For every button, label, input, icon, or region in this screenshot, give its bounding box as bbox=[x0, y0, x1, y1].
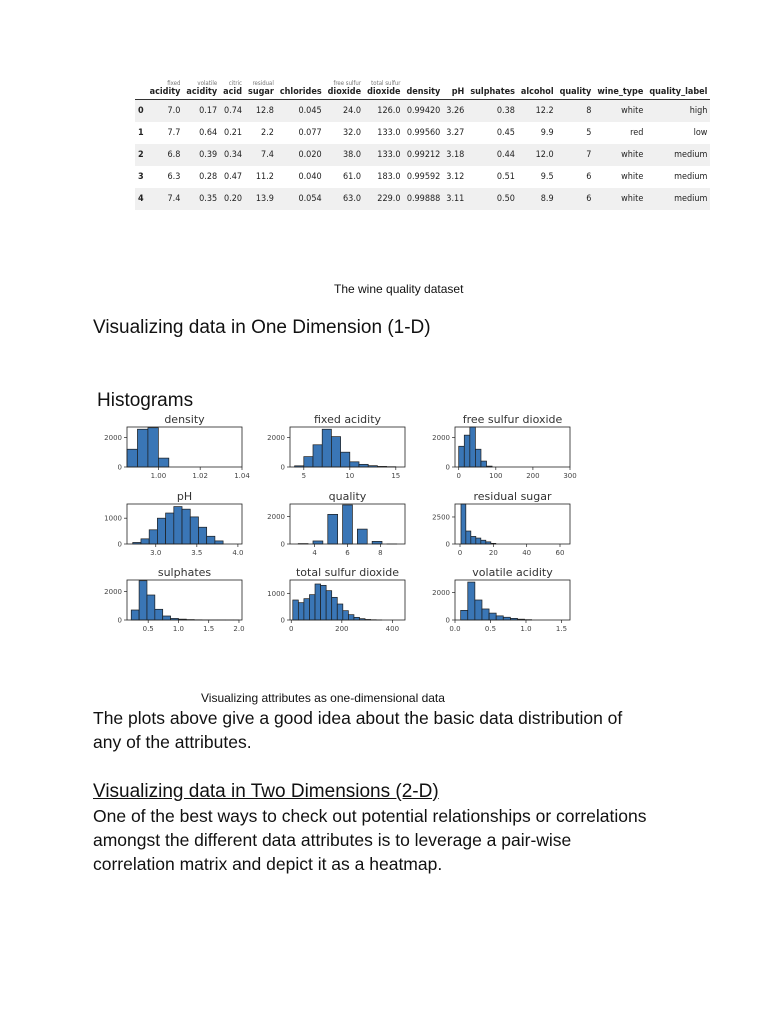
histogram-bar bbox=[304, 457, 313, 467]
histogram-bar bbox=[293, 600, 299, 620]
histogram-bar bbox=[166, 513, 174, 544]
table-header-subtitle: citric bbox=[228, 80, 243, 87]
histogram-x-tick-label: 0.5 bbox=[484, 625, 497, 633]
histogram-title: quality bbox=[328, 490, 367, 503]
table-cell: 183.0 bbox=[377, 172, 401, 182]
table-header-row bbox=[135, 78, 710, 100]
table-cell: 0.20 bbox=[223, 194, 243, 204]
table-cell: 3.12 bbox=[446, 172, 465, 182]
table-header-label: density bbox=[406, 87, 441, 97]
table-cell: 9.5 bbox=[540, 172, 554, 182]
histogram-x-tick-label: 1.5 bbox=[203, 625, 215, 633]
histogram-x-tick-label: 2.0 bbox=[233, 625, 245, 633]
histogram-x-tick-label: 60 bbox=[555, 549, 565, 557]
histogram-y-tick-label: 2000 bbox=[104, 433, 122, 442]
histogram-x-tick-label: 0.5 bbox=[142, 625, 154, 633]
histogram-pH bbox=[104, 490, 243, 557]
table-cell: 0.045 bbox=[298, 106, 322, 116]
table-header-index bbox=[135, 78, 147, 100]
table-header-subtitle: total sulfur bbox=[371, 80, 401, 87]
histogram-bar bbox=[127, 449, 137, 467]
histogram-density bbox=[104, 413, 250, 480]
table-cell: medium bbox=[674, 150, 708, 160]
histogram-bar bbox=[137, 429, 147, 467]
histogram-bar bbox=[461, 504, 466, 544]
histograms-heading: Histograms bbox=[97, 390, 194, 411]
table-header-label: alcohol bbox=[520, 87, 554, 97]
histogram-bar bbox=[461, 610, 468, 620]
histogram-bar bbox=[489, 613, 496, 620]
histogram-bar bbox=[131, 610, 139, 620]
histogram-x-tick-label: 3.0 bbox=[150, 549, 162, 557]
table-cell: 0.054 bbox=[298, 194, 322, 204]
histogram-title: sulphates bbox=[157, 566, 212, 579]
table-row bbox=[135, 100, 710, 123]
table-header-cell bbox=[403, 78, 443, 100]
table-header-subtitle: fixed bbox=[167, 80, 181, 87]
table-cell: 11.2 bbox=[255, 172, 274, 182]
table-cell: 9.9 bbox=[540, 128, 554, 138]
table-cell: 8 bbox=[586, 106, 592, 116]
table-row bbox=[135, 188, 710, 210]
table-header-label: dioxide bbox=[367, 87, 401, 97]
table-caption: The wine quality dataset bbox=[334, 282, 464, 296]
table-row-index: 4 bbox=[138, 194, 144, 204]
table-cell: 0.17 bbox=[199, 106, 218, 116]
histogram-x-tick-label: 0 bbox=[457, 549, 463, 557]
histogram-title: free sulfur dioxide bbox=[462, 413, 563, 426]
histogram-y-tick-label: 2000 bbox=[432, 588, 450, 597]
histogram-x-tick-label: 8 bbox=[378, 549, 383, 557]
table-row-index: 2 bbox=[138, 150, 144, 160]
dataset-table bbox=[135, 78, 708, 210]
histogram-bar bbox=[163, 616, 171, 620]
histogram-title: pH bbox=[176, 490, 193, 503]
table-header-cell bbox=[245, 78, 277, 100]
histogram-x-tick-label: 1.04 bbox=[234, 472, 250, 480]
table-cell: 63.0 bbox=[343, 194, 362, 204]
histogram-bar bbox=[158, 458, 168, 467]
table-header-label: quality_label bbox=[649, 87, 708, 97]
histogram-bar bbox=[350, 462, 359, 467]
histogram-bar bbox=[354, 617, 360, 620]
histogram-bar bbox=[215, 541, 223, 544]
table-cell: 12.8 bbox=[255, 106, 274, 116]
histogram-y-tick-label: 0 bbox=[117, 616, 122, 625]
table-cell: 0.21 bbox=[223, 128, 243, 138]
table-cell: 3.18 bbox=[446, 150, 465, 160]
table-cell: 38.0 bbox=[343, 150, 362, 160]
histogram-bar bbox=[298, 603, 304, 620]
histogram-x-tick-label: 1.00 bbox=[150, 472, 167, 480]
table-row-index: 3 bbox=[138, 172, 144, 182]
histograms-caption: Visualizing attributes as one-dimensional data bbox=[201, 691, 445, 705]
histogram-bar bbox=[326, 591, 332, 620]
table-header-label: sulphates bbox=[470, 87, 515, 97]
table-header-cell bbox=[364, 78, 403, 100]
histogram-y-tick-label: 0 bbox=[280, 540, 285, 549]
histogram-y-tick-label: 2000 bbox=[104, 587, 122, 596]
table-header-label: quality bbox=[559, 87, 592, 97]
table-cell: 229.0 bbox=[377, 194, 401, 204]
table-cell: high bbox=[689, 106, 708, 116]
table-cell: red bbox=[630, 128, 644, 138]
histogram-bar bbox=[322, 429, 331, 467]
histogram-y-tick-label: 0 bbox=[117, 540, 122, 549]
table-header-subtitle: residual bbox=[252, 80, 274, 87]
histogram-bar bbox=[198, 527, 206, 544]
table-header-cell bbox=[443, 78, 467, 100]
histogram-x-tick-label: 300 bbox=[563, 472, 577, 480]
table-cell: 12.2 bbox=[535, 106, 554, 116]
table-header-cell bbox=[557, 78, 595, 100]
table-cell: 0.020 bbox=[298, 150, 322, 160]
table-cell: white bbox=[621, 150, 644, 160]
table-header-subtitle: free sulfur bbox=[333, 80, 362, 87]
histogram-bar bbox=[348, 615, 354, 620]
histogram-x-tick-label: 200 bbox=[526, 472, 540, 480]
table-cell: 0.50 bbox=[496, 194, 515, 204]
histogram-bar bbox=[341, 452, 350, 467]
histogram-x-tick-label: 0 bbox=[289, 625, 294, 633]
table-cell: 3.11 bbox=[446, 194, 465, 204]
histogram-bar bbox=[337, 604, 343, 620]
table-cell: 126.0 bbox=[377, 106, 401, 116]
histogram-y-tick-label: 1000 bbox=[104, 514, 122, 523]
histogram-title: volatile acidity bbox=[472, 566, 553, 579]
histogram-bar bbox=[471, 536, 476, 544]
histogram-volatile-acidity bbox=[432, 566, 570, 633]
table-header-label: acidity bbox=[149, 87, 181, 97]
table-cell: 0.99592 bbox=[406, 172, 441, 182]
histogram-bar bbox=[174, 507, 182, 544]
histogram-fixed-acidity bbox=[267, 413, 405, 480]
histogram-y-tick-label: 0 bbox=[117, 463, 122, 472]
table-cell: 6 bbox=[586, 194, 592, 204]
histogram-bar bbox=[155, 609, 163, 620]
histogram-x-tick-label: 1.0 bbox=[172, 625, 185, 633]
histogram-title: fixed acidity bbox=[313, 413, 382, 426]
histogram-x-tick-label: 5 bbox=[301, 472, 307, 480]
table-header-cell bbox=[467, 78, 518, 100]
histogram-x-tick-label: 10 bbox=[345, 472, 355, 480]
histogram-x-tick-label: 0 bbox=[456, 472, 461, 480]
table-cell: 0.040 bbox=[298, 172, 322, 182]
histogram-bar bbox=[149, 530, 157, 544]
histogram-bar bbox=[496, 616, 503, 620]
table-row-index: 0 bbox=[138, 106, 144, 116]
table-cell: 0.44 bbox=[496, 150, 515, 160]
table-cell: white bbox=[621, 194, 644, 204]
table-cell: 7 bbox=[586, 150, 592, 160]
table-cell: 3.26 bbox=[446, 106, 465, 116]
histogram-y-tick-label: 2000 bbox=[267, 433, 285, 442]
histogram-x-tick-label: 4.0 bbox=[232, 549, 244, 557]
histogram-x-tick-label: 100 bbox=[489, 472, 503, 480]
histogram-x-tick-label: 1.0 bbox=[520, 625, 532, 633]
histogram-x-tick-label: 4 bbox=[312, 549, 317, 557]
table-cell: 0.34 bbox=[223, 150, 243, 160]
table-cell: 0.99212 bbox=[406, 150, 441, 160]
histogram-sulphates bbox=[104, 566, 244, 633]
histogram-y-tick-label: 2500 bbox=[432, 513, 450, 522]
histogram-bar bbox=[331, 437, 340, 467]
histogram-y-tick-label: 0 bbox=[445, 540, 450, 549]
histogram-bar bbox=[332, 597, 338, 620]
histogram-bar bbox=[315, 584, 321, 620]
table-header-cell bbox=[518, 78, 557, 100]
histogram-y-tick-label: 2000 bbox=[267, 512, 285, 521]
histogram-bar bbox=[475, 600, 482, 620]
histogram-bar bbox=[481, 540, 486, 544]
histogram-bar bbox=[328, 514, 338, 544]
table-row-index: 1 bbox=[138, 128, 144, 138]
histogram-y-tick-label: 1000 bbox=[267, 589, 285, 598]
histogram-bar bbox=[313, 445, 322, 467]
table-cell: 3.27 bbox=[446, 128, 465, 138]
histogram-total-sulfur-dioxide bbox=[267, 566, 405, 633]
table-cell: 5 bbox=[586, 128, 592, 138]
histogram-title: total sulfur dioxide bbox=[295, 566, 400, 579]
histogram-bar bbox=[343, 611, 349, 620]
histogram-y-tick-label: 0 bbox=[280, 463, 285, 472]
histogram-y-tick-label: 0 bbox=[445, 463, 450, 472]
histogram-bar bbox=[503, 617, 510, 620]
table-header-label: sugar bbox=[248, 87, 274, 97]
histogram-bar bbox=[466, 531, 471, 544]
histogram-bar bbox=[207, 536, 215, 544]
table-cell: medium bbox=[674, 194, 708, 204]
histogram-bar bbox=[470, 427, 476, 467]
table-header-cell bbox=[594, 78, 646, 100]
table-cell: 0.35 bbox=[199, 194, 218, 204]
histogram-bar bbox=[343, 505, 353, 544]
histogram-title: density bbox=[164, 413, 205, 426]
paragraph-1d-summary: The plots above give a good idea about the basic data distribution of any of the attributes. bbox=[93, 708, 623, 752]
table-header-label: pH bbox=[451, 87, 465, 97]
table-cell: 0.39 bbox=[199, 150, 218, 160]
table-body bbox=[135, 100, 710, 211]
table-cell: 0.64 bbox=[199, 128, 218, 138]
histogram-x-tick-label: 0.0 bbox=[449, 625, 461, 633]
histogram-bar bbox=[304, 599, 310, 620]
histogram-x-tick-label: 20 bbox=[488, 549, 498, 557]
table-header-cell bbox=[646, 78, 710, 100]
table-header-label: acid bbox=[223, 87, 243, 97]
histogram-bar bbox=[482, 609, 489, 620]
table-cell: 0.99420 bbox=[406, 106, 441, 116]
histogram-bar bbox=[309, 595, 315, 620]
histogram-bar bbox=[481, 461, 487, 467]
table-header-cell bbox=[220, 78, 245, 100]
table-cell: 7.4 bbox=[260, 150, 274, 160]
histogram-free-sulfur-dioxide bbox=[432, 413, 577, 480]
histogram-x-tick-label: 1.5 bbox=[555, 625, 568, 633]
table-cell: 6.8 bbox=[167, 150, 181, 160]
table-header-label: acidity bbox=[186, 87, 218, 97]
histogram-bar bbox=[475, 449, 481, 467]
histogram-bar bbox=[190, 517, 198, 544]
histogram-bar bbox=[139, 581, 147, 620]
table-header-label: dioxide bbox=[327, 87, 362, 97]
table-cell: 7.7 bbox=[167, 128, 181, 138]
table-cell: 0.28 bbox=[199, 172, 218, 182]
histogram-x-tick-label: 3.5 bbox=[191, 549, 203, 557]
histogram-y-tick-label: 0 bbox=[280, 616, 285, 625]
histogram-bar bbox=[313, 541, 323, 544]
table-row bbox=[135, 166, 710, 188]
table-cell: 0.51 bbox=[496, 172, 515, 182]
table-cell: 24.0 bbox=[343, 106, 362, 116]
table-cell: 0.077 bbox=[298, 128, 322, 138]
table-cell: 0.45 bbox=[496, 128, 515, 138]
table-cell: 32.0 bbox=[343, 128, 362, 138]
table-cell: 0.47 bbox=[223, 172, 243, 182]
histogram-y-tick-label: 0 bbox=[445, 616, 450, 625]
histogram-quality bbox=[267, 490, 405, 557]
paragraph-2d-intro: One of the best ways to check out potential relationships or correlations amongst the different data attributes is to leverage a pair-wise correlation matrix and depict it as a heatmap. bbox=[93, 806, 647, 874]
table-cell: white bbox=[621, 172, 644, 182]
table-cell: low bbox=[693, 128, 708, 138]
table-row bbox=[135, 144, 710, 166]
histogram-bar bbox=[357, 529, 367, 544]
histogram-bar bbox=[141, 539, 149, 544]
histogram-bar bbox=[148, 428, 158, 467]
table-cell: 133.0 bbox=[377, 128, 401, 138]
histogram-bar bbox=[464, 435, 470, 467]
histogram-bar bbox=[147, 595, 155, 620]
histograms-figure bbox=[90, 408, 590, 640]
histogram-bar bbox=[468, 582, 475, 620]
table-header-subtitle: volatile bbox=[197, 80, 218, 87]
table-header-cell bbox=[277, 78, 325, 100]
histogram-x-tick-label: 6 bbox=[345, 549, 350, 557]
table-header-label: wine_type bbox=[597, 87, 644, 97]
histogram-bar bbox=[157, 518, 165, 544]
table-cell: 6 bbox=[586, 172, 592, 182]
table-header-label: chlorides bbox=[279, 87, 322, 97]
table-header-cell bbox=[325, 78, 364, 100]
table-cell: 7.0 bbox=[167, 106, 181, 116]
table-cell: 0.74 bbox=[223, 106, 243, 116]
section-2d-heading: Visualizing data in Two Dimensions (2-D) bbox=[93, 781, 439, 802]
histogram-bar bbox=[459, 446, 465, 467]
table-row bbox=[135, 122, 710, 144]
histogram-x-tick-label: 1.02 bbox=[192, 472, 208, 480]
histogram-x-tick-label: 40 bbox=[522, 549, 532, 557]
histogram-x-tick-label: 200 bbox=[335, 625, 349, 633]
table-cell: 6.3 bbox=[167, 172, 181, 182]
histogram-x-tick-label: 15 bbox=[391, 472, 401, 480]
table-cell: 0.99888 bbox=[406, 194, 441, 204]
table-header-cell bbox=[183, 78, 220, 100]
histogram-title: residual sugar bbox=[473, 490, 552, 503]
histogram-bar bbox=[321, 585, 327, 620]
table-cell: 13.9 bbox=[255, 194, 274, 204]
histogram-y-tick-label: 2000 bbox=[432, 433, 450, 442]
table-cell: 61.0 bbox=[343, 172, 362, 182]
table-cell: 7.4 bbox=[167, 194, 181, 204]
table-cell: 2.2 bbox=[260, 128, 274, 138]
histogram-x-tick-label: 400 bbox=[385, 625, 400, 633]
histogram-bar bbox=[476, 538, 481, 544]
table-cell: 0.99560 bbox=[406, 128, 441, 138]
table-header-cell bbox=[147, 78, 184, 100]
table-cell: white bbox=[621, 106, 644, 116]
table-cell: 12.0 bbox=[535, 150, 554, 160]
histogram-residual-sugar bbox=[432, 490, 570, 557]
histogram-bar bbox=[182, 509, 190, 544]
table-cell: medium bbox=[674, 172, 708, 182]
table-cell: 0.38 bbox=[496, 106, 515, 116]
table-cell: 8.9 bbox=[540, 194, 554, 204]
section-1d-heading: Visualizing data in One Dimension (1-D) bbox=[93, 317, 431, 338]
table-cell: 133.0 bbox=[377, 150, 401, 160]
